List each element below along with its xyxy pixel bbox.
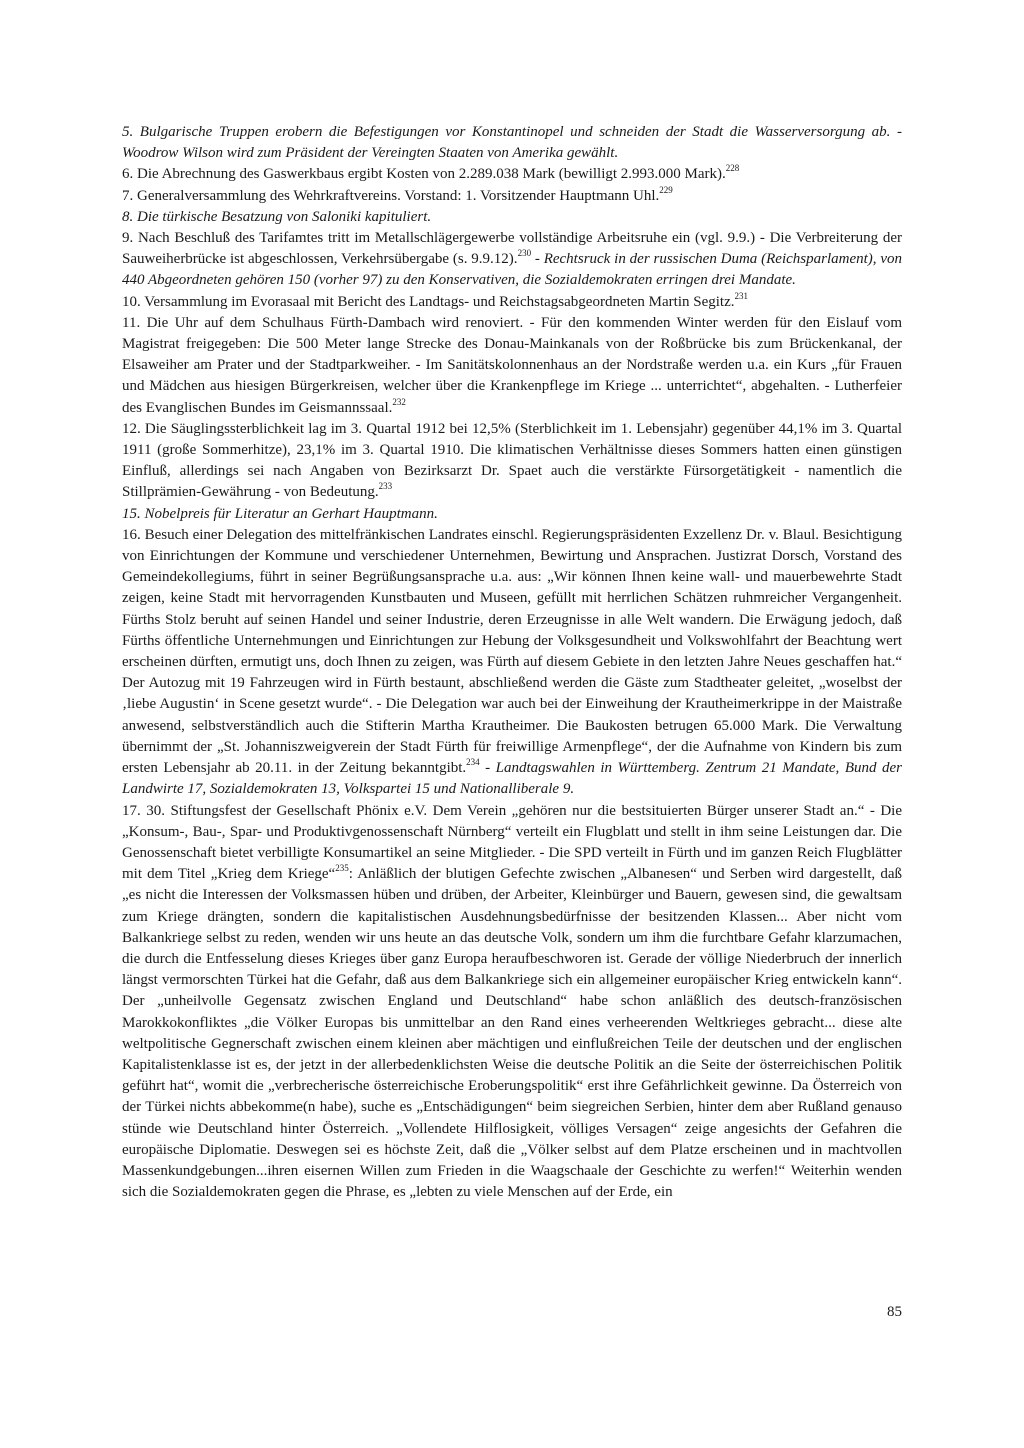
footnote-232: 232 <box>392 396 406 407</box>
entry-7-text: 7. Generalversammlung des Wehrkraftvereins. Vorstand: 1. Vorsitzender Hauptmann Uhl. <box>122 187 660 204</box>
footnote-234: 234 <box>466 757 480 768</box>
entry-5-text: 5. Bulgarische Truppen erobern die Befestigungen vor Konstantinopel und schneiden der Stadt die Wasserversorgung ab. - Woodrow Wilson wird zum Präsident der Vereingten Staaten von Amerika gewählt. <box>122 124 902 162</box>
entry-7 <box>122 186 902 207</box>
entry-17-text: 17. 30. Stiftungsfest der Gesellschaft Phönix e.V. Dem Verein „gehören nur die bestsituierten Bürger unserer Stadt an.“ - Die „Konsum-, Bau-, Spar- und Produktivgenossenschaft Nürnberg“ verteilt ein Flugblatt und stellt in ihm seine Leistungen dar. Die Genossenschaft bietet verbilligte Konsumartikel an seine Mitglieder. - Die SPD verteilt in Fürth und im ganzen Reich Flugblätter mit dem Titel „Krieg dem Kriege“ <box>122 802 902 883</box>
footnote-235: 235 <box>335 863 349 874</box>
entry-16 <box>122 525 902 801</box>
entry-16-world-news: - Landtagswahlen in Württemberg. Zentrum 21 Mandate, Bund der Landwirte 17, Sozialdemokraten 13, Volkspartei 15 und Nationalliberale 9. <box>122 760 902 798</box>
footnote-231: 231 <box>734 290 748 301</box>
entry-12-text: 12. Die Säuglingssterblichkeit lag im 3. Quartal 1912 bei 12,5% (Sterblichkeit im 1. Lebensjahr) gegenüber 44,1% im 3. Quartal 1911 (große Sommerhitze), 23,1% im 3. Quartal 1910. Die klimatischen Verhältnisse dieses Sommers hatten einen günstigen Einfluß, allerdings sei nach Angaben von Bezirksarzt Dr. Spaet auch die verstärkte Fürsorgetätigkeit - namentlich die Stillprämien-Gewährung - von Bedeutung. <box>122 420 902 501</box>
entry-9 <box>122 228 902 292</box>
entry-9-text: 9. Nach Beschluß des Tarifamtes tritt im Metallschlägergewerbe vollständige Arbeitsruhe ein (vgl. 9.9.) - Die Verbreiterung der Sauweiherbrücke ist abgeschlossen, Verkehrsübergabe (s. 9.9.12). <box>122 230 902 268</box>
footnote-233: 233 <box>378 481 393 492</box>
page-number: 85 <box>887 1304 902 1320</box>
entry-16-text: 16. Besuch einer Delegation des mittelfränkischen Landrates einschl. Regierungspräsidenten Exzellenz Dr. v. Blaul. Besichtigung von Einrichtungen der Kommune und verschiedener Unternehmen, Bewirtung und Ansprachen. Justizrat Dorsch, Vorstand des Gemeindekollegiums, führt in seiner Begrüßungsansprache u.a. aus: „Wir können Ihnen keine wall- und mauerbewehrte Stadt zeigen, keine Stadt mit hervorragenden Kunstbauten und Museen, gefüllt mit herrlichen Schätzen ruhmreicher Vergangenheit. Fürths Stolz beruht auf seinen Handel und seiner Industrie, deren Erzeugnisse in alle Welt wandern. Die Erwägung jedoch, daß Fürths öffentliche Unternehmungen und Einrichtungen zur Hebung der Volksgesundheit und Volkswohlfahrt der Beachtung wert erscheinen dürften, ermutigt uns, doch Ihnen zu zeigen, was Fürth auf diesem Gebiete in den letzten Jahre Neues geschaffen hat.“ Der Autozug mit 19 Fahrzeugen wird in Fürth bestaunt, abschließend werden die Gäste zum Stadtheater geleitet, „woselbst der ‚liebe Augustin‘ in Scene gesetzt wurde“. - Die Delegation war auch bei der Einweihung der Krautheimerkrippe in der Maistraße anwesend, selbstverständlich auch die Stifterin Martha Krautheimer. Die Baukosten betrugen 65.000 Mark. Die Verwaltung übernimmt der „St. Johanniszweigverein der Stadt Fürth für freiwillige Armenpflege“, der die Aufnahme von Kindern bis zum ersten Lebensjahr ab 20.11. in der Zeitung bekanntgibt. <box>122 526 902 777</box>
document-body <box>122 122 902 1203</box>
entry-15 <box>122 504 902 525</box>
entry-5 <box>122 122 902 164</box>
entry-6-text: 6. Die Abrechnung des Gaswerkbaus ergibt Kosten von 2.289.038 Mark (bewilligt 2.993.000 Mark). <box>122 166 726 183</box>
entry-10 <box>122 292 902 313</box>
entry-17-text-continued: : Anläßlich der blutigen Gefechte zwischen „Albanesen“ und Serben wird dargestellt, daß „es nicht die Interessen der Volksmassen hüben und drüben, der Arbeiter, Kleinbürger und Bauern, gewesen sind, die gewaltsam zum Kriege drängten, sondern die kapitalistischen Ausdehnungsbedürfnisse der besitzenden Klassen... Aber nicht vom Balkankriege selbst zu reden, wenden wir uns heute an das deutsche Volk, sondern um ihm die furchtbare Gefahr klarzumachen, die durch die Entfesselung dieses Krieges über ganz Europa heraufbeschworen ist. Gerade der völlige Niederbruch der innerlich längst vermorschten Türkei hat die Gefahr, daß aus dem Balkankriege sich ein allgemeiner europäischer Krieg entwickeln kann“. Der „unheilvolle Gegensatz zwischen England und Deutschland“ habe schon anläßlich des deutsch-französischen Marokkokonfliktes „die Völker Europas bis unmittelbar an den Rand eines verheerenden Weltkrieges gebracht... diese alte weltpolitische Gegnerschaft zwischen einem kleinen aber mächtigen und einflußreichen Teile der deutschen und der englischen Kapitalistenklasse ist es, der jetzt in der allerbedenklichsten Weise die deutsche Politik an die Seite der österreichischen Politik geführt hat“, womit die „verbrecherische österreichische Eroberungspolitik“ erst ihre Gefährlichkeit gewinne. Da Österreich von der Türkei nichts abbekomme(n habe), suche es „Entschädigungen“ beim siegreichen Serbien, hinter dem aber Rußland genauso stünde wie Deutschland hinter Österreich. „Vollendete Hilflosigkeit, völliges Versagen“ zeige angesichts der Gefahren die europäische Diplomatie. Deswegen sei es höchste Zeit, daß die „Völker selbst auf dem Platze erscheinen und in machtvollen Massenkundgebungen...ihren eisernen Willen zum Frieden in die Waagschaale der Geschichte zu werfen!“ Weiterhin wenden sich die Sozialdemokraten gegen die Phrase, es „lebten zu viele Menschen auf der Erde, ein <box>122 866 902 1201</box>
footnote-228: 228 <box>725 163 740 174</box>
entry-12 <box>122 419 902 504</box>
entry-8-text: 8. Die türkische Besatzung von Saloniki kapituliert. <box>122 208 432 225</box>
entry-11-text: 11. Die Uhr auf dem Schulhaus Fürth-Dambach wird renoviert. - Für den kommenden Winter werden für den Eislauf vom Magistrat freigegeben: Die 500 Meter lange Strecke des Donau-Mainkanals von der Roßbrücke bis zum Brückenkanal, der Elsaweiher am Prater und der Stadtparkweiher. - Im Sanitätskolonnenhaus an der Nordstraße werden u.a. ein Kurs „für Frauen und Mädchen aus hiesigen Bürgerkreisen, welcher über die Krankenpflege im Kriege ... unterrichtet“, abgehalten. - Lutherfeier des Evanglischen Bundes im Geismannssaal. <box>122 314 902 416</box>
entry-8 <box>122 207 902 228</box>
entry-11 <box>122 313 902 419</box>
entry-9-world-news: - Rechtsruck in der russischen Duma (Reichsparlament), von 440 Abgeordneten gehören 150 (vorher 97) zu den Konservativen, die Sozialdemokraten erringen drei Mandate. <box>122 251 903 289</box>
entry-15-text: 15. Nobelpreis für Literatur an Gerhart Hauptmann. <box>122 505 438 522</box>
entry-17 <box>122 801 902 1204</box>
footnote-230: 230 <box>517 248 532 259</box>
entry-6 <box>122 164 902 185</box>
footnote-229: 229 <box>659 184 673 195</box>
entry-10-text: 10. Versammlung im Evorasaal mit Bericht des Landtags- und Reichstagsabgeordneten Martin Segitz. <box>122 293 735 310</box>
